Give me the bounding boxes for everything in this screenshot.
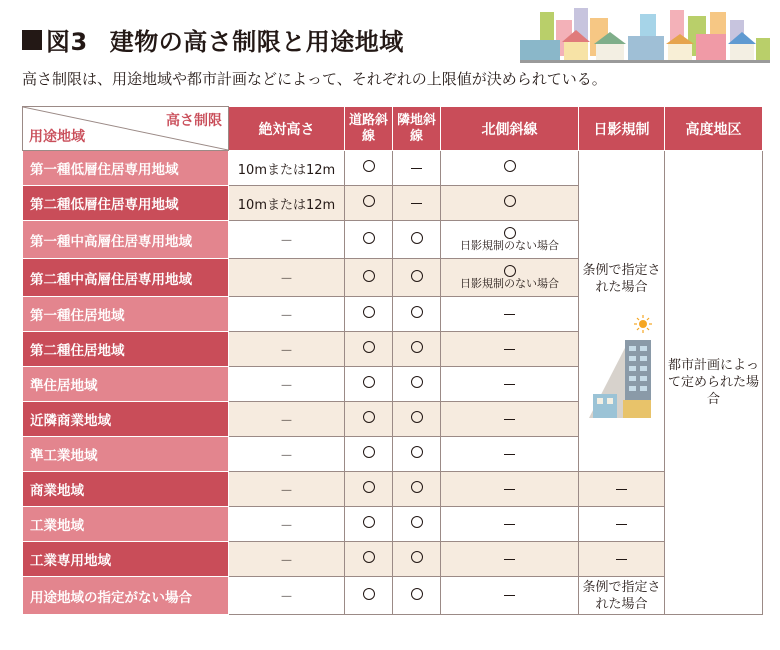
- absolute-height-cell: －: [229, 507, 345, 542]
- north-slant-cell: [441, 472, 579, 507]
- zone-label: 商業地域: [23, 472, 229, 507]
- circle-mark: [363, 411, 375, 423]
- circle-mark: [363, 195, 375, 207]
- adjacent-slant-cell: [393, 507, 441, 542]
- dash-mark: [504, 349, 515, 350]
- adjacent-slant-cell: [393, 367, 441, 402]
- adjacent-slant-cell: [393, 151, 441, 186]
- absolute-height-cell: －: [229, 577, 345, 615]
- shadow-regulation-note: 条例で指定された場合: [582, 263, 661, 295]
- circle-mark: [363, 376, 375, 388]
- road-slant-cell: [345, 367, 393, 402]
- zone-label: 第二種中高層住居専用地域: [23, 259, 229, 297]
- circle-mark: [363, 341, 375, 353]
- header-adjacent-slant: 隣地斜線: [393, 107, 441, 151]
- road-slant-cell: [345, 186, 393, 221]
- table-row: [23, 577, 763, 615]
- circle-mark: [363, 160, 375, 172]
- road-slant-cell: [345, 402, 393, 437]
- road-slant-cell: [345, 577, 393, 615]
- absolute-height-cell: 10mまたは12m: [229, 151, 345, 186]
- absolute-height-cell: －: [229, 367, 345, 402]
- dash-mark: [504, 454, 515, 455]
- north-slant-cell: [441, 367, 579, 402]
- north-slant-note: 日影規制のない場合: [460, 277, 559, 290]
- altitude-district-note: 都市計画によって定められた場合: [667, 358, 759, 407]
- figure-title: [22, 22, 404, 57]
- dash-mark: [616, 524, 627, 525]
- circle-mark: [504, 160, 516, 172]
- header-absolute-height: 絶対高さ: [229, 107, 345, 151]
- header-row: [23, 107, 763, 151]
- adjacent-slant-cell: [393, 542, 441, 577]
- north-slant-cell: [441, 332, 579, 367]
- dash-mark: [504, 489, 515, 490]
- table-row: [23, 507, 763, 542]
- circle-mark: [411, 270, 423, 282]
- altitude-district-merged-cell: [665, 151, 763, 615]
- north-slant-cell: [441, 259, 579, 297]
- dash-mark: [411, 168, 422, 169]
- table-row: [23, 542, 763, 577]
- circle-mark: [363, 306, 375, 318]
- zone-label: 工業専用地域: [23, 542, 229, 577]
- circle-mark: [411, 481, 423, 493]
- adjacent-slant-cell: [393, 186, 441, 221]
- shadow-regulation-cell: [579, 542, 665, 577]
- table-corner: [23, 107, 229, 151]
- absolute-height-cell: －: [229, 402, 345, 437]
- header-road-slant: 道路斜線: [345, 107, 393, 151]
- dash-mark: [616, 489, 627, 490]
- adjacent-slant-cell: [393, 472, 441, 507]
- shadow-regulation-note: 条例で指定された場合: [582, 579, 661, 612]
- north-slant-cell: [441, 151, 579, 186]
- adjacent-slant-cell: [393, 332, 441, 367]
- square-bullet-icon: [22, 30, 42, 50]
- shadow-regulation-cell: [579, 507, 665, 542]
- zone-label: 第二種低層住居専用地域: [23, 186, 229, 221]
- north-slant-cell: [441, 542, 579, 577]
- north-slant-cell: [441, 186, 579, 221]
- north-slant-cell: [441, 402, 579, 437]
- building-with-sun-illustration: [587, 314, 657, 422]
- zone-label: 準住居地域: [23, 367, 229, 402]
- road-slant-cell: [345, 332, 393, 367]
- corner-zone-label: 用途地域: [29, 129, 85, 145]
- circle-mark: [411, 306, 423, 318]
- zone-label: 第一種低層住居専用地域: [23, 151, 229, 186]
- adjacent-slant-cell: [393, 577, 441, 615]
- circle-mark: [504, 227, 516, 239]
- dash-mark: [504, 559, 515, 560]
- shadow-regulation-cell: [579, 577, 665, 615]
- circle-mark: [411, 232, 423, 244]
- absolute-height-cell: －: [229, 542, 345, 577]
- road-slant-cell: [345, 437, 393, 472]
- zone-label: 工業地域: [23, 507, 229, 542]
- adjacent-slant-cell: [393, 297, 441, 332]
- north-slant-cell: [441, 221, 579, 259]
- road-slant-cell: [345, 221, 393, 259]
- road-slant-cell: [345, 151, 393, 186]
- circle-mark: [411, 551, 423, 563]
- dash-mark: [411, 203, 422, 204]
- circle-mark: [363, 481, 375, 493]
- circle-mark: [363, 588, 375, 600]
- north-slant-note: 日影規制のない場合: [460, 239, 559, 252]
- height-limit-table: [22, 106, 763, 615]
- circle-mark: [363, 551, 375, 563]
- subtitle: 高さ制限は、用途地域や都市計画などによって、それぞれの上限値が決められている。: [22, 70, 607, 88]
- zone-label: 用途地域の指定がない場合: [23, 577, 229, 615]
- table-row: [23, 151, 763, 186]
- absolute-height-cell: －: [229, 259, 345, 297]
- circle-mark: [363, 232, 375, 244]
- circle-mark: [504, 195, 516, 207]
- dash-mark: [504, 314, 515, 315]
- header-altitude-district: 高度地区: [665, 107, 763, 151]
- adjacent-slant-cell: [393, 437, 441, 472]
- shadow-regulation-merged-cell: [579, 151, 665, 472]
- circle-mark: [411, 376, 423, 388]
- circle-mark: [411, 446, 423, 458]
- road-slant-cell: [345, 259, 393, 297]
- circle-mark: [363, 446, 375, 458]
- road-slant-cell: [345, 542, 393, 577]
- absolute-height-cell: －: [229, 221, 345, 259]
- corner-height-limit-label: 高さ制限: [166, 113, 222, 129]
- zone-label: 第一種住居地域: [23, 297, 229, 332]
- absolute-height-cell: －: [229, 332, 345, 367]
- circle-mark: [411, 588, 423, 600]
- header-north-slant: 北側斜線: [441, 107, 579, 151]
- circle-mark: [363, 516, 375, 528]
- absolute-height-cell: －: [229, 437, 345, 472]
- road-slant-cell: [345, 507, 393, 542]
- absolute-height-cell: －: [229, 297, 345, 332]
- north-slant-cell: [441, 437, 579, 472]
- figure-number: 図3: [46, 28, 88, 56]
- absolute-height-cell: －: [229, 472, 345, 507]
- figure-title-text: 建物の高さ制限と用途地域: [109, 28, 404, 56]
- dash-mark: [504, 524, 515, 525]
- dash-mark: [504, 384, 515, 385]
- circle-mark: [363, 270, 375, 282]
- road-slant-cell: [345, 472, 393, 507]
- north-slant-cell: [441, 507, 579, 542]
- zone-label: 第二種住居地域: [23, 332, 229, 367]
- header-shadow-regulation: 日影規制: [579, 107, 665, 151]
- zone-label: 第一種中高層住居専用地域: [23, 221, 229, 259]
- dash-mark: [504, 419, 515, 420]
- dash-mark: [504, 595, 515, 596]
- table-row: [23, 472, 763, 507]
- circle-mark: [411, 516, 423, 528]
- road-slant-cell: [345, 297, 393, 332]
- circle-mark: [411, 341, 423, 353]
- circle-mark: [411, 411, 423, 423]
- north-slant-cell: [441, 577, 579, 615]
- zone-label: 近隣商業地域: [23, 402, 229, 437]
- dash-mark: [616, 559, 627, 560]
- circle-mark: [504, 265, 516, 277]
- north-slant-cell: [441, 297, 579, 332]
- adjacent-slant-cell: [393, 402, 441, 437]
- adjacent-slant-cell: [393, 221, 441, 259]
- city-buildings-illustration: [520, 6, 770, 64]
- shadow-regulation-cell: [579, 472, 665, 507]
- absolute-height-cell: 10mまたは12m: [229, 186, 345, 221]
- adjacent-slant-cell: [393, 259, 441, 297]
- zone-label: 準工業地域: [23, 437, 229, 472]
